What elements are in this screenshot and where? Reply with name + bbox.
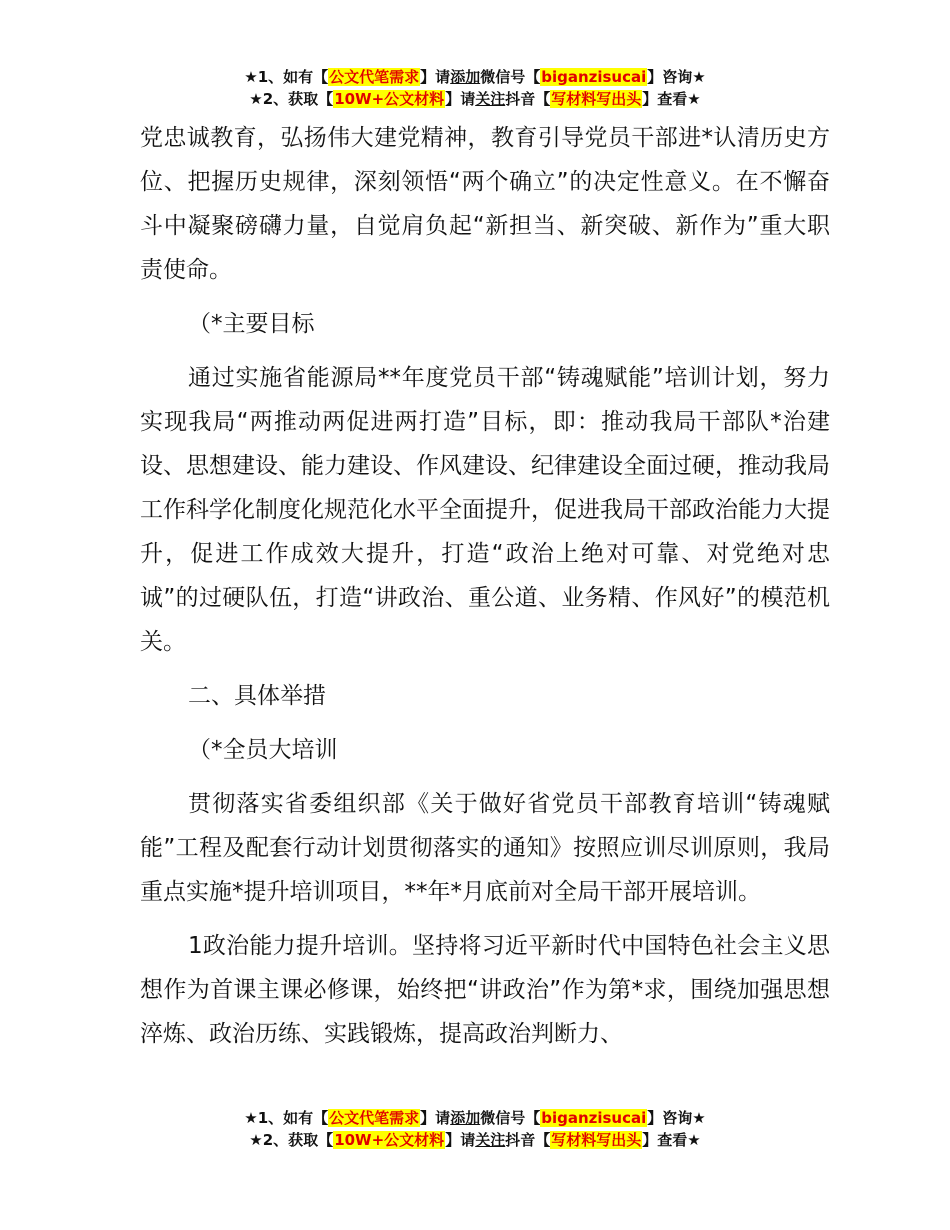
section-heading-full-training: （*全员大培训 bbox=[188, 737, 338, 763]
footer-line-2-highlight-douyin: 写材料写出头 bbox=[551, 1131, 642, 1149]
paragraph-main-goals: 通过实施省能源局**年度党员干部“铸魂赋能”培训计划，努力实现我局“两推动两促进两打造”目标，即：推动我局干部队*治建设、思想建设、能力建设、作风建设、纪律建设全面过硬，推动我局工作科学化制度化规范化水平全面提升，促进我局干部政治能力大提升，促进工作成效大提升，打造“政治上绝对可靠、对党绝对忠诚”的过硬队伍，打造“讲政治、重公道、业务精、作风好”的模范机关。 bbox=[140, 365, 830, 655]
header-line-2 bbox=[0, 88, 950, 110]
header-line-2-highlight-materials: 10W+公文材料 bbox=[334, 90, 445, 108]
header-banner bbox=[0, 66, 950, 110]
footer-line-1-mid: 】请 bbox=[420, 1109, 451, 1127]
header-line-1-highlight-service: 公文代笔需求 bbox=[329, 68, 420, 86]
footer-line-2-mid2: 抖音【 bbox=[505, 1131, 551, 1149]
header-line-2-prefix: ★2、获取【 bbox=[249, 90, 334, 108]
header-line-2-mid2: 抖音【 bbox=[505, 90, 551, 108]
header-line-1-mid2: 微信号【 bbox=[480, 68, 541, 86]
footer-line-1-prefix: ★1、如有【 bbox=[244, 1109, 329, 1127]
header-line-2-mid: 】请 bbox=[445, 90, 476, 108]
header-line-1-mid: 】请 bbox=[420, 68, 451, 86]
paragraph-political-training: 1政治能力提升培训。坚持将习近平新时代中国特色社会主义思想作为首课主课必修课，始终把“讲政治”作为第*求，围绕加强思想淬炼、政治历练、实践锻炼，提高政治判断力、 bbox=[140, 933, 830, 1047]
footer-line-1-suffix: 】咨询★ bbox=[647, 1109, 706, 1127]
footer-line-1-highlight-wechat: biganzisucai bbox=[541, 1109, 647, 1127]
header-line-1-prefix: ★1、如有【 bbox=[244, 68, 329, 86]
footer-line-2-underlined: 关注 bbox=[475, 1131, 506, 1149]
paragraph-full-training: 贯彻落实省委组织部《关于做好省党员干部教育培训“铸魂赋能”工程及配套行动计划贯彻落实的通知》按照应训尽训原则，我局重点实施*提升培训项目，**年*月底前对全局干部开展培训。 bbox=[140, 791, 830, 905]
document-body bbox=[140, 116, 830, 1056]
header-line-1 bbox=[0, 66, 950, 88]
footer-line-2-prefix: ★2、获取【 bbox=[249, 1131, 334, 1149]
footer-line-2-suffix: 】查看★ bbox=[642, 1131, 701, 1149]
footer-line-1-mid2: 微信号【 bbox=[480, 1109, 541, 1127]
section-heading-specific-measures: 二、具体举措 bbox=[188, 683, 326, 709]
header-line-1-underlined: 添加 bbox=[450, 68, 481, 86]
footer-line-1-highlight-service: 公文代笔需求 bbox=[329, 1109, 420, 1127]
footer-banner bbox=[0, 1107, 950, 1151]
header-line-2-underlined: 关注 bbox=[475, 90, 506, 108]
header-line-1-suffix: 】咨询★ bbox=[647, 68, 706, 86]
header-line-1-highlight-wechat: biganzisucai bbox=[541, 68, 647, 86]
header-line-2-suffix: 】查看★ bbox=[642, 90, 701, 108]
paragraph-continued: 党忠诚教育，弘扬伟大建党精神，教育引导党员干部进*认清历史方位、把握历史规律，深刻领悟“两个确立”的决定性意义。在不懈奋斗中凝聚磅礴力量，自觉肩负起“新担当、新突破、新作为”重大职责使命。 bbox=[140, 125, 830, 283]
header-line-2-highlight-douyin: 写材料写出头 bbox=[551, 90, 642, 108]
section-heading-main-goals: （*主要目标 bbox=[188, 311, 315, 337]
footer-line-1 bbox=[0, 1107, 950, 1129]
footer-line-2 bbox=[0, 1129, 950, 1151]
footer-line-2-mid: 】请 bbox=[445, 1131, 476, 1149]
footer-line-2-highlight-materials: 10W+公文材料 bbox=[334, 1131, 445, 1149]
footer-line-1-underlined: 添加 bbox=[450, 1109, 481, 1127]
